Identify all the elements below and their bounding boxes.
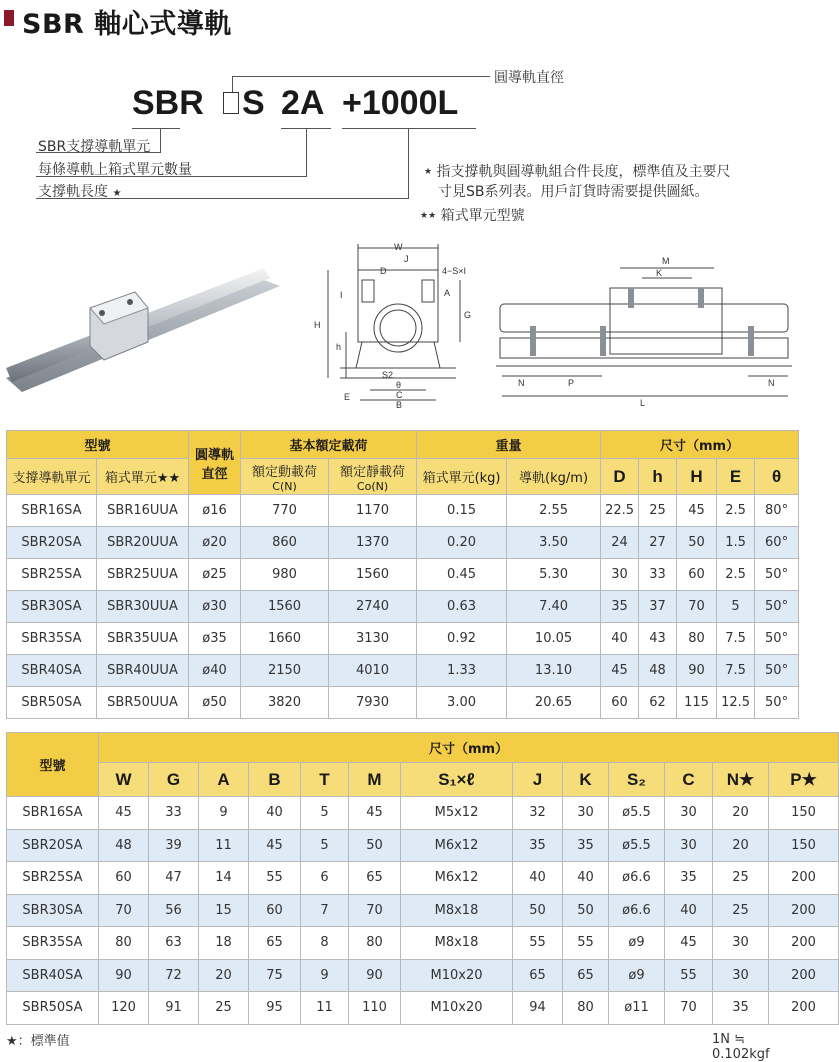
header-col: A	[199, 763, 249, 797]
table-cell: 15	[199, 894, 249, 927]
table-cell: 24	[601, 527, 639, 559]
header-col: K	[563, 763, 609, 797]
table-cell: 80	[99, 927, 149, 960]
table-cell: 43	[639, 623, 677, 655]
table-row	[7, 927, 839, 960]
table-cell: 30	[601, 559, 639, 591]
table-cell: 2.5	[717, 495, 755, 527]
table-cell: 12.5	[717, 687, 755, 719]
table-cell: SBR40SA	[7, 959, 99, 992]
table-cell: ø5.5	[609, 829, 665, 862]
table-cell: 55	[563, 927, 609, 960]
table-row	[7, 591, 799, 623]
table-cell: 200	[769, 862, 839, 895]
table-cell: 770	[241, 495, 329, 527]
table-cell: 40	[513, 862, 563, 895]
table-row	[7, 527, 799, 559]
table-cell: 25	[713, 862, 769, 895]
table-cell: 40	[601, 623, 639, 655]
table-cell: 63	[149, 927, 199, 960]
table-cell: 50°	[755, 623, 799, 655]
table-cell: 13.10	[507, 655, 601, 687]
table-cell: 55	[249, 862, 301, 895]
label-m: M	[662, 256, 670, 266]
table-cell: 90	[349, 959, 401, 992]
table-cell: M5x12	[401, 797, 513, 830]
table-cell: 7.5	[717, 655, 755, 687]
table-cell: 7.5	[717, 623, 755, 655]
table-cell: ø5.5	[609, 797, 665, 830]
table-cell: ø35	[189, 623, 241, 655]
table-cell: 65	[249, 927, 301, 960]
table-cell: 860	[241, 527, 329, 559]
side-view-drawing	[492, 248, 796, 412]
table-cell: SBR30SA	[7, 591, 97, 623]
table-cell: 47	[149, 862, 199, 895]
header-col: W	[99, 763, 149, 797]
table-cell: 20.65	[507, 687, 601, 719]
table-cell: SBR30UUA	[97, 591, 189, 623]
footer-note-standard: ★：標準值	[6, 1034, 70, 1049]
code-part-count: 2A	[281, 84, 325, 122]
header-weight-rail: 導軌(kg/m)	[507, 459, 601, 495]
underline	[132, 128, 180, 129]
label-n-left: N	[518, 378, 525, 388]
table-cell: 8	[301, 927, 349, 960]
table-cell: 5	[717, 591, 755, 623]
table-cell: 45	[677, 495, 717, 527]
table-cell: ø6.6	[609, 862, 665, 895]
table-cell: 10.05	[507, 623, 601, 655]
table-cell: 35	[513, 829, 563, 862]
annotation-unit-count: 每條導軌上箱式單元數量	[38, 162, 192, 178]
table-cell: 22.5	[601, 495, 639, 527]
table-cell: 65	[513, 959, 563, 992]
table-cell: 65	[349, 862, 401, 895]
table-row	[7, 959, 839, 992]
table-cell: SBR20UUA	[97, 527, 189, 559]
table-cell: 25	[639, 495, 677, 527]
leader-line	[232, 76, 490, 77]
model-code-diagram	[0, 50, 800, 240]
table-cell: 80	[349, 927, 401, 960]
header-col: M	[349, 763, 401, 797]
table-row	[7, 623, 799, 655]
table-cell: 2740	[329, 591, 417, 623]
table-cell: 50°	[755, 559, 799, 591]
table-cell: 1560	[329, 559, 417, 591]
header-h-large: H	[677, 459, 717, 495]
title-marker-icon	[4, 10, 14, 26]
underline	[342, 128, 476, 129]
table-cell: 48	[99, 829, 149, 862]
label-h-lower: h	[336, 342, 342, 352]
header-weight: 重量	[417, 431, 601, 459]
table-cell: 3.00	[417, 687, 507, 719]
table-cell: 30	[563, 797, 609, 830]
table-row	[7, 992, 839, 1025]
table-cell: 60	[677, 559, 717, 591]
table-cell: SBR35UUA	[97, 623, 189, 655]
header-col: J	[513, 763, 563, 797]
table-cell: SBR30SA	[7, 894, 99, 927]
label-theta: θ	[396, 380, 402, 390]
table-cell: 200	[769, 992, 839, 1025]
table-cell: ø9	[609, 927, 665, 960]
table-cell: 70	[349, 894, 401, 927]
leader-line	[160, 128, 161, 152]
header-col: S₁×ℓ	[401, 763, 513, 797]
table-cell: 39	[149, 829, 199, 862]
spec-table-load	[6, 430, 799, 719]
table-cell: 3.50	[507, 527, 601, 559]
table-cell: 2150	[241, 655, 329, 687]
header-static-load: 額定靜載荷 Co(N)	[329, 459, 417, 495]
table-row	[7, 894, 839, 927]
note-length: ★ 指支撐軌與圓導軌組合件長度，標準值及主要尺 寸見SB系列表。用戶訂貨時需要提供圖紙。	[424, 164, 731, 200]
table-row	[7, 495, 799, 527]
table-cell: M6x12	[401, 829, 513, 862]
table-cell: ø11	[609, 992, 665, 1025]
table-cell: 55	[665, 959, 713, 992]
product-photo	[0, 250, 290, 410]
table-cell: ø20	[189, 527, 241, 559]
table-cell: 35	[713, 992, 769, 1025]
table-cell: 60	[249, 894, 301, 927]
table-cell: SBR35SA	[7, 927, 99, 960]
table-cell: ø9	[609, 959, 665, 992]
table-cell: ø40	[189, 655, 241, 687]
table-cell: ø16	[189, 495, 241, 527]
table-cell: 150	[769, 797, 839, 830]
table-cell: 72	[149, 959, 199, 992]
header-col: N★	[713, 763, 769, 797]
label-d: D	[380, 266, 387, 276]
table-cell: 70	[677, 591, 717, 623]
table-cell: 94	[513, 992, 563, 1025]
table-cell: 33	[639, 559, 677, 591]
annotation-support-unit: SBR支撐導軌單元	[38, 139, 151, 155]
table-cell: 70	[665, 992, 713, 1025]
code-diameter-box	[223, 92, 239, 114]
label-c: C	[396, 390, 403, 400]
table-cell: 65	[563, 959, 609, 992]
header-h-small: h	[639, 459, 677, 495]
table-row	[7, 829, 839, 862]
table-cell: 90	[99, 959, 149, 992]
table-row	[7, 862, 839, 895]
table-cell: 1.5	[717, 527, 755, 559]
table-cell: 75	[249, 959, 301, 992]
header-weight-box: 箱式單元(kg)	[417, 459, 507, 495]
table-cell: 2.55	[507, 495, 601, 527]
table-cell: 33	[149, 797, 199, 830]
header-e: E	[717, 459, 755, 495]
table-cell: 200	[769, 959, 839, 992]
table-cell: 110	[349, 992, 401, 1025]
table-cell: 980	[241, 559, 329, 591]
table-cell: 95	[249, 992, 301, 1025]
table-cell: 50	[513, 894, 563, 927]
table-cell: 20	[713, 797, 769, 830]
table-cell: M10x20	[401, 992, 513, 1025]
table-cell: SBR40UUA	[97, 655, 189, 687]
table-cell: 9	[199, 797, 249, 830]
table-cell: 80°	[755, 495, 799, 527]
label-w: W	[394, 242, 403, 252]
table-cell: 32	[513, 797, 563, 830]
table-cell: 80	[563, 992, 609, 1025]
table-cell: 1.33	[417, 655, 507, 687]
header-dimensions: 尺寸（mm）	[601, 431, 799, 459]
table-cell: 91	[149, 992, 199, 1025]
header-load: 基本額定載荷	[241, 431, 417, 459]
header-model-2: 型號	[7, 733, 99, 797]
code-part-length: +1000L	[342, 84, 459, 122]
table-cell: 50	[677, 527, 717, 559]
table-cell: 7.40	[507, 591, 601, 623]
table-cell: M8x18	[401, 927, 513, 960]
table-cell: SBR16UUA	[97, 495, 189, 527]
table-cell: 20	[199, 959, 249, 992]
header-col: S₂	[609, 763, 665, 797]
table-cell: ø25	[189, 559, 241, 591]
table-cell: 9	[301, 959, 349, 992]
header-dimensions-2: 尺寸（mm）	[99, 733, 839, 763]
table-cell: 200	[769, 894, 839, 927]
table-cell: 50	[563, 894, 609, 927]
label-s2: S2	[382, 370, 394, 380]
table-cell: 62	[639, 687, 677, 719]
table-cell: 3820	[241, 687, 329, 719]
label-e: E	[344, 392, 351, 402]
table-cell: 45	[601, 655, 639, 687]
table-cell: 80	[677, 623, 717, 655]
table-cell: 50°	[755, 591, 799, 623]
table-cell: 30	[665, 797, 713, 830]
table-row	[7, 797, 839, 830]
table-cell: 1560	[241, 591, 329, 623]
label-p: P	[568, 378, 575, 388]
table-cell: ø6.6	[609, 894, 665, 927]
table-cell: 0.45	[417, 559, 507, 591]
table-cell: 48	[639, 655, 677, 687]
table-cell: M10x20	[401, 959, 513, 992]
header-col: C	[665, 763, 713, 797]
table-cell: 37	[639, 591, 677, 623]
table-cell: 35	[665, 862, 713, 895]
table-cell: 18	[199, 927, 249, 960]
table-cell: SBR40SA	[7, 655, 97, 687]
table-cell: SBR50SA	[7, 992, 99, 1025]
table-cell: 40	[665, 894, 713, 927]
code-part-sbr: SBR	[132, 84, 204, 122]
table-cell: SBR20SA	[7, 527, 97, 559]
header-col: T	[301, 763, 349, 797]
label-s-i: 4−S×I	[442, 266, 467, 276]
table-cell: 90	[677, 655, 717, 687]
table-cell: 7930	[329, 687, 417, 719]
page-title: SBR 軸心式導軌	[22, 9, 232, 40]
table-cell: 5.30	[507, 559, 601, 591]
table-cell: 25	[199, 992, 249, 1025]
table-cell: 11	[301, 992, 349, 1025]
table-cell: 56	[149, 894, 199, 927]
table-cell: SBR16SA	[7, 495, 97, 527]
header-box-unit: 箱式單元★★	[97, 459, 189, 495]
table-cell: 5	[301, 829, 349, 862]
table-cell: 115	[677, 687, 717, 719]
note-box-unit: ★★ 箱式單元型號	[420, 208, 525, 224]
table-cell: 50°	[755, 687, 799, 719]
table-cell: 35	[601, 591, 639, 623]
table-cell: 27	[639, 527, 677, 559]
table-cell: 5	[301, 797, 349, 830]
table-cell: 0.92	[417, 623, 507, 655]
table-cell: 25	[713, 894, 769, 927]
table-cell: 200	[769, 927, 839, 960]
annotation-rail-diameter: 圓導軌直徑	[494, 70, 564, 86]
table-cell: 0.63	[417, 591, 507, 623]
table-cell: 20	[713, 829, 769, 862]
annotation-rail-length: 支撐軌長度 ★	[38, 184, 122, 200]
table-cell: 2.5	[717, 559, 755, 591]
table-cell: 150	[769, 829, 839, 862]
header-support-unit: 支撐導軌單元	[7, 459, 97, 495]
header-dynamic-load: 額定動載荷 C(N)	[241, 459, 329, 495]
label-j: J	[404, 254, 409, 264]
table-cell: 50	[349, 829, 401, 862]
table-cell: 45	[99, 797, 149, 830]
table-cell: ø50	[189, 687, 241, 719]
table-cell: 7	[301, 894, 349, 927]
table-cell: 6	[301, 862, 349, 895]
spec-table-dimensions	[6, 732, 839, 1025]
table-cell: 30	[665, 829, 713, 862]
table-cell: 30	[713, 927, 769, 960]
footer-unit-conversion: 1N ≒ 0.102kgf	[712, 1032, 770, 1062]
code-part-s: S	[242, 84, 265, 122]
label-h-upper: H	[314, 320, 321, 330]
table-cell: M8x18	[401, 894, 513, 927]
table-cell: SBR25UUA	[97, 559, 189, 591]
table-cell: SBR50UUA	[97, 687, 189, 719]
cross-section-drawing	[300, 240, 480, 412]
label-b: B	[396, 400, 403, 410]
label-n-right: N	[768, 378, 775, 388]
table-cell: SBR25SA	[7, 559, 97, 591]
label-g: G	[464, 310, 472, 320]
table-row	[7, 687, 799, 719]
table-cell: 60	[99, 862, 149, 895]
table-cell: 40	[563, 862, 609, 895]
header-model: 型號	[7, 431, 189, 459]
table-cell: ø30	[189, 591, 241, 623]
header-col: P★	[769, 763, 839, 797]
table-cell: 1370	[329, 527, 417, 559]
table-cell: 40	[249, 797, 301, 830]
label-k: K	[656, 268, 663, 278]
table-cell: 120	[99, 992, 149, 1025]
table-cell: SBR16SA	[7, 797, 99, 830]
table-cell: 45	[349, 797, 401, 830]
leader-line	[306, 128, 307, 176]
leader-line	[232, 76, 233, 92]
table-cell: 0.20	[417, 527, 507, 559]
label-a: A	[444, 288, 451, 298]
table-cell: M6x12	[401, 862, 513, 895]
table-cell: 60	[601, 687, 639, 719]
leader-line	[408, 128, 409, 198]
label-i: I	[340, 290, 343, 300]
table-cell: SBR25SA	[7, 862, 99, 895]
table-cell: 55	[513, 927, 563, 960]
label-l: L	[640, 398, 646, 408]
table-cell: SBR20SA	[7, 829, 99, 862]
table-cell: SBR35SA	[7, 623, 97, 655]
table-cell: 70	[99, 894, 149, 927]
table-cell: 1170	[329, 495, 417, 527]
table-cell: SBR50SA	[7, 687, 97, 719]
header-d: D	[601, 459, 639, 495]
table-cell: 60°	[755, 527, 799, 559]
table-row	[7, 559, 799, 591]
table-row	[7, 655, 799, 687]
page-header	[0, 0, 800, 40]
table-cell: 0.15	[417, 495, 507, 527]
header-col: G	[149, 763, 199, 797]
table-cell: 4010	[329, 655, 417, 687]
table-cell: 3130	[329, 623, 417, 655]
header-theta: θ	[755, 459, 799, 495]
table-cell: 11	[199, 829, 249, 862]
header-col: B	[249, 763, 301, 797]
table-cell: 1660	[241, 623, 329, 655]
table-cell: 30	[713, 959, 769, 992]
table-cell: 35	[563, 829, 609, 862]
table-cell: 14	[199, 862, 249, 895]
header-rail-diameter: 圓導軌 直徑	[189, 431, 241, 495]
table-cell: 50°	[755, 655, 799, 687]
table-cell: 45	[665, 927, 713, 960]
table-cell: 45	[249, 829, 301, 862]
